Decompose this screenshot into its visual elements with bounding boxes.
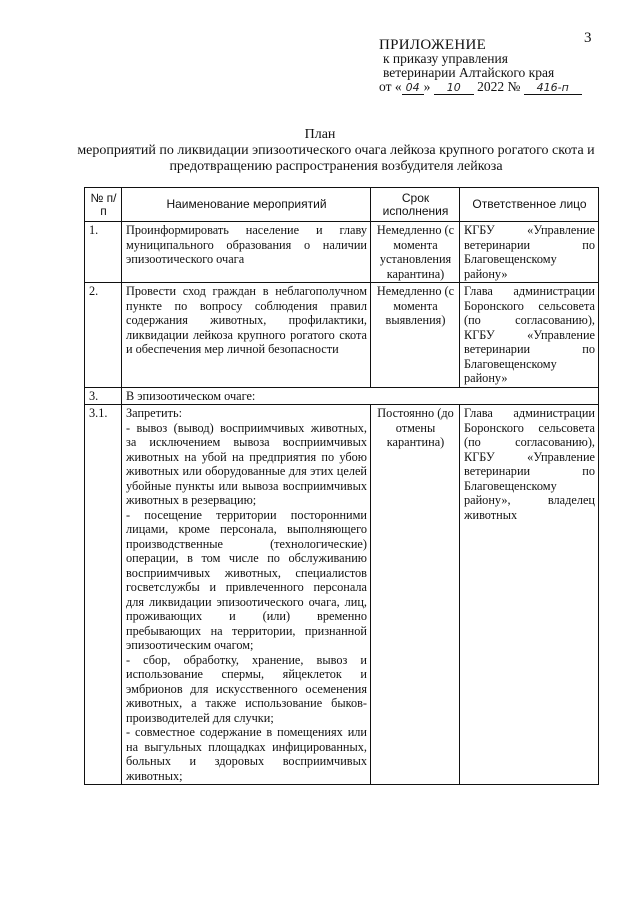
row-num: 1. bbox=[85, 222, 122, 283]
row-name: Проинформировать население и главу муниципального образования о наличии эпизоотического очага bbox=[122, 222, 371, 283]
header-term: Срок исполнения bbox=[371, 188, 460, 222]
appendix-date-line bbox=[379, 80, 582, 95]
row-num: 3. bbox=[85, 387, 122, 405]
plan-subtitle: мероприятий по ликвидации эпизоотического очага лейкоза крупного рогатого скота и предотвращению распространения возбудителя лейкоза bbox=[77, 143, 595, 174]
table-row bbox=[85, 405, 599, 785]
row-name: В эпизоотическом очаге: bbox=[122, 387, 599, 405]
appendix-title: ПРИЛОЖЕНИЕ bbox=[379, 37, 487, 53]
table-row bbox=[85, 387, 599, 405]
order-number: 416-п bbox=[524, 82, 582, 95]
page-number: 3 bbox=[584, 30, 592, 46]
order-year-no: 2022 № bbox=[477, 79, 521, 94]
row-resp: Глава администрации Боронского сельсовета (по согласованию), КГБУ «Управление ветеринарии по Благовещенскому району», владелец животных bbox=[460, 405, 599, 785]
appendix-line-1: к приказу управления bbox=[383, 51, 508, 66]
table-row bbox=[85, 283, 599, 388]
order-day: 04 bbox=[402, 82, 424, 95]
header-num: № п/п bbox=[85, 188, 122, 222]
order-month: 10 bbox=[434, 82, 474, 95]
plan-title: План bbox=[304, 127, 336, 142]
row-name-intro: Запретить: bbox=[126, 406, 182, 420]
date-mid: » bbox=[423, 79, 431, 94]
row-name: Провести сход граждан в неблагополучном пункте по вопросу соблюдения правил содержания животных, профилактики, ликвидации лейкоза крупного рогатого скота и обеспечения мер личной безопасности bbox=[122, 283, 371, 388]
appendix-line-2: ветеринарии Алтайского края bbox=[383, 65, 555, 80]
header-resp: Ответственное лицо bbox=[460, 188, 599, 222]
list-item: - вывоз (вывод) восприимчивых животных, за исключением вывоза восприимчивых животных на убой на предприятия по убою животных или оборудованные для этих целей убойные пункты или вывоза восприимчивых животных в резервацию; bbox=[126, 420, 367, 507]
row-num: 2. bbox=[85, 283, 122, 388]
row-num: 3.1. bbox=[85, 405, 122, 785]
list-item: - сбор, обработку, хранение, вывоз и использование спермы, яйцеклеток и эмбрионов для искусственного осеменения животных, а также использование быков-производителей для случки; bbox=[126, 652, 367, 725]
row-name bbox=[122, 405, 371, 785]
appendix-block bbox=[379, 38, 582, 95]
table-row bbox=[85, 222, 599, 283]
row-resp: КГБУ «Управление ветеринарии по Благовещенскому району» bbox=[460, 222, 599, 283]
measures-table bbox=[84, 187, 599, 785]
table-header-row bbox=[85, 188, 599, 222]
header-name: Наименование мероприятий bbox=[122, 188, 371, 222]
list-item: - посещение территории посторонними лицами, кроме персонала, выполняющего производственные (технологические) операции, в том числе по обслуживанию восприимчивых животных, специалистов госветслужбы и привлеченного персонала для ликвидации эпизоотического очага, лиц, проживающих и (или) временно пребывающих на территории, признанной эпизоотическим очагом; bbox=[126, 507, 367, 652]
row-resp: Глава администрации Боронского сельсовета (по согласованию), КГБУ «Управление ветеринарии по Благовещенскому району» bbox=[460, 283, 599, 388]
row-term: Немедленно (с момента выявления) bbox=[371, 283, 460, 388]
list-item: - совместное содержание в помещениях или на выгульных площадках инфицированных, больных и здоровых восприимчивых животных; bbox=[126, 725, 367, 783]
date-prefix: от « bbox=[379, 79, 402, 94]
row-term: Немедленно (с момента установления карантина) bbox=[371, 222, 460, 283]
row-term: Постоянно (до отмены карантина) bbox=[371, 405, 460, 785]
